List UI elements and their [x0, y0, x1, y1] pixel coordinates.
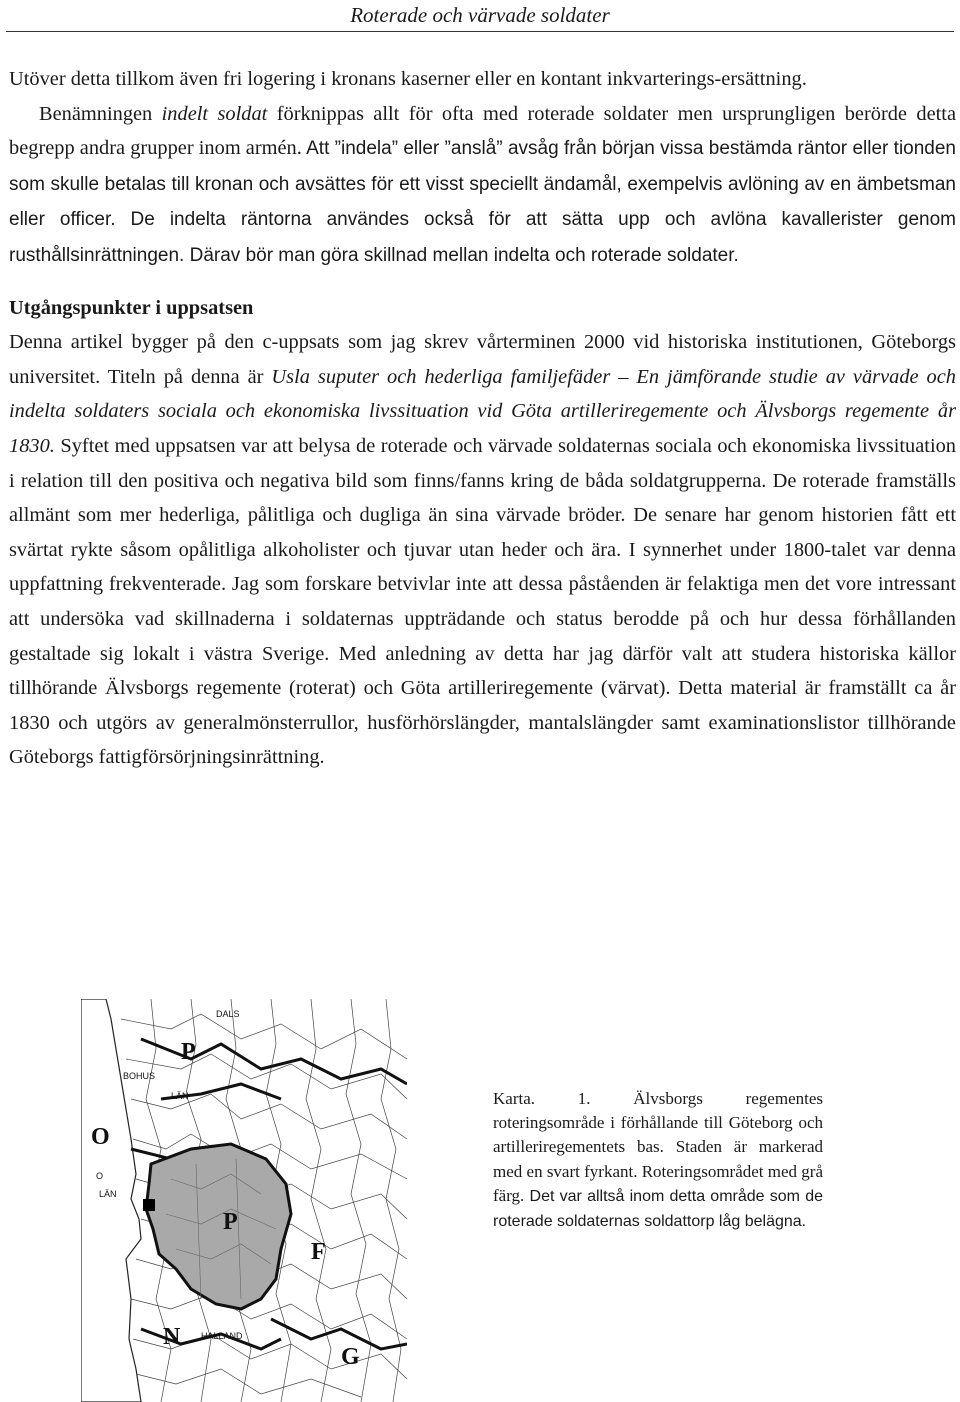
- section-s1: Denna artikel bygger på den c-uppsats som jag skrev vårterminen 2000 vid historiska institutionen, Göteborgs universitet.: [9, 331, 956, 388]
- section-s3: Syftet med uppsatsen var att belysa de roterade och värvade soldaternas sociala och ekonomiska livssituation i relation till den positiva och negativa bild som finns/fanns kring de båda soldatgrupperna.: [9, 434, 956, 492]
- page-header: [0, 0, 960, 30]
- intro-text-a: Benämningen: [39, 102, 162, 125]
- map-small-label-lan-1: LÄN: [171, 1091, 189, 1101]
- section-s9: Detta material är framställt ca år 1830 och utgörs av generalmönsterrullor, husförhörslängder, mantalslängder samt examinationslistor tillhörande Göteborgs fattigförsörjningsinrättning.: [9, 677, 956, 769]
- paragraph-intro-1: Utöver detta tillkom även fri logering i kronans kaserner eller en kontant inkvarterings-ersättning.: [9, 68, 807, 90]
- intro-term: indelt soldat: [161, 102, 268, 125]
- caption-text: Karta. 1. Älvsborgs regementes roteringsområde i förhållande till Göteborg och artilleriregementets bas. Staden är markerad med en svart fyrkant. Roteringsområdet med grå färg.: [493, 1089, 823, 1205]
- map-figure: [81, 999, 407, 1402]
- section-s2: Titeln på denna är: [100, 365, 272, 388]
- map-label-p-center: P: [223, 1209, 238, 1235]
- map-caption: [493, 1087, 823, 1234]
- running-title: Roterade och värvade soldater: [350, 3, 610, 27]
- map-small-label-halland: HALLAND: [201, 1331, 243, 1341]
- map-small-label-dals: DALS: [216, 1009, 240, 1019]
- header-rule: [6, 31, 954, 32]
- section-s6: I synnerhet under 1800-talet var denna uppfattning frekventerade.: [9, 538, 957, 596]
- section-s5: De senare har genom historien fått ett svärtat rykte såsom opålitliga alkoholister och tjuvar utan heder och ära.: [9, 504, 956, 561]
- map-small-label-lan-2: LÄN: [99, 1189, 117, 1199]
- city-marker: [143, 1199, 155, 1211]
- body-text: [9, 62, 956, 775]
- intro-text-c: Att ”indela” eller ”anslå” avsåg från början vissa bestämda räntor eller tionden som skulle betalas till kronan och avsättes för ett visst speciellt ändamål, exempelvis avlöning av en ämbetsman eller officer. De indelta räntorna användes också för att sätta upp och avlöna kavallerister genom rusthållsinrättningen. Därav bör man göra skillnad mellan indelta och roterade soldater.: [9, 138, 956, 266]
- caption-text-sans: Det var alltså inom detta område som de roterade soldaternas soldattorp låg belägna.: [493, 1187, 823, 1231]
- section-s8: Med anledning av detta har jag därför valt att studera historiska källor tillhörande Älvsborgs regemente (roterat) och Göta artilleriregemente (värvat).: [9, 642, 956, 700]
- map-label-n: N: [163, 1324, 181, 1350]
- map-small-label-bohus: BOHUS: [123, 1071, 156, 1081]
- map-label-g: G: [341, 1344, 360, 1370]
- paragraph-intro-2: [9, 97, 956, 274]
- map-label-p-north: P: [181, 1039, 196, 1065]
- intro-text-b: förknippas allt för ofta med roterade soldater men ursprungligen berörde detta begrepp andra grupper inom armén.: [9, 102, 956, 160]
- map-label-o: O: [91, 1124, 110, 1150]
- map-small-label-o: O: [96, 1171, 104, 1181]
- section-heading: Utgångspunkter i uppsatsen: [9, 296, 254, 319]
- thesis-title: Usla suputer och hederliga familjefäder – En jämförande studie av värvade och indelta soldaters sociala och ekonomiska livssituation vid Göta artilleriregemente och Älvsborgs regemente år 1830.: [9, 365, 956, 457]
- paragraph-section: [9, 325, 956, 775]
- map-label-f: F: [311, 1239, 326, 1265]
- section-s7: Jag som forskare betvivlar inte att dessa påståenden är felaktiga men det vore intressant att undersöka vad skillnaderna i soldaternas uppträdande och status berodde på och hur dessa förhållanden gestaltade sig lokalt i västra Sverige.: [9, 573, 956, 665]
- section-s4: De roterade framställs allmänt som mer hederliga, pålitliga och dugliga än sina värvade bröder.: [9, 469, 956, 527]
